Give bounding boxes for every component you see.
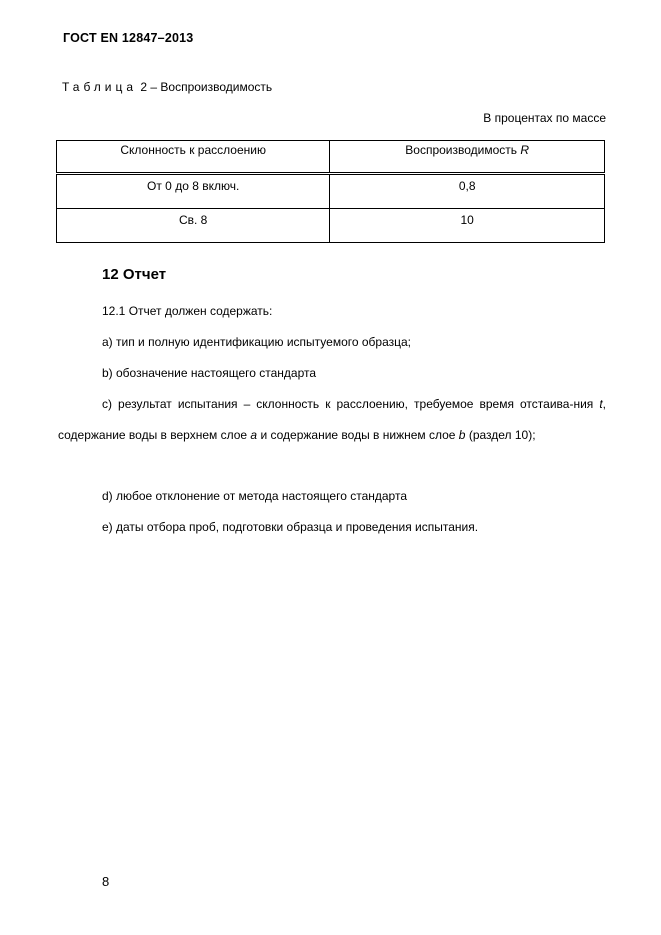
variable-a: a [250, 428, 258, 442]
column-header-label: Склонность к расслоению [120, 143, 266, 157]
table-cell-value: 0,8 [330, 174, 605, 209]
section-heading: 12 Отчет [102, 266, 167, 283]
list-item-c [58, 389, 606, 451]
table-cell-range: От 0 до 8 включ. [57, 174, 330, 209]
table-row [57, 209, 605, 243]
page-number: 8 [102, 874, 110, 889]
list-item-a: a) тип и полную идентификацию испытуемого образца; [102, 335, 412, 349]
variable-b: b [458, 428, 466, 442]
list-item-e: e) даты отбора проб, подготовки образца и проведения испытания. [102, 520, 479, 534]
table-caption [62, 80, 272, 94]
table-row [57, 174, 605, 209]
reproducibility-table [56, 140, 605, 243]
list-item-c-text: c) результат испытания – склонность к расслоению, требуемое время отстаива-ния [102, 397, 600, 411]
variable-t: t [599, 397, 603, 411]
table-cell-range: Св. 8 [57, 209, 330, 243]
column-header-separation-tendency [57, 141, 330, 174]
column-header-reproducibility [330, 141, 605, 174]
table-caption-label: Таблица [62, 80, 138, 94]
table-cell-value: 10 [330, 209, 605, 243]
list-item-c-text: (раздел 10); [465, 428, 536, 442]
column-header-symbol: R [520, 143, 530, 157]
list-item-c-text: , содержание воды в верхнем слое [58, 397, 606, 442]
list-item-b: b) обозначение настоящего стандарта [102, 366, 317, 380]
table-caption-title: 2 – Воспроизводимость [137, 80, 273, 94]
table-header-row [57, 141, 605, 174]
document-code: ГОСТ EN 12847–2013 [63, 31, 194, 45]
units-note: В процентах по массе [483, 111, 606, 125]
list-item-c-text: и содержание воды в нижнем слое [257, 428, 459, 442]
list-item-d: d) любое отклонение от метода настоящего стандарта [102, 489, 407, 503]
column-header-label: Воспроизводимость [405, 143, 521, 157]
paragraph-12-1: 12.1 Отчет должен содержать: [102, 304, 273, 318]
